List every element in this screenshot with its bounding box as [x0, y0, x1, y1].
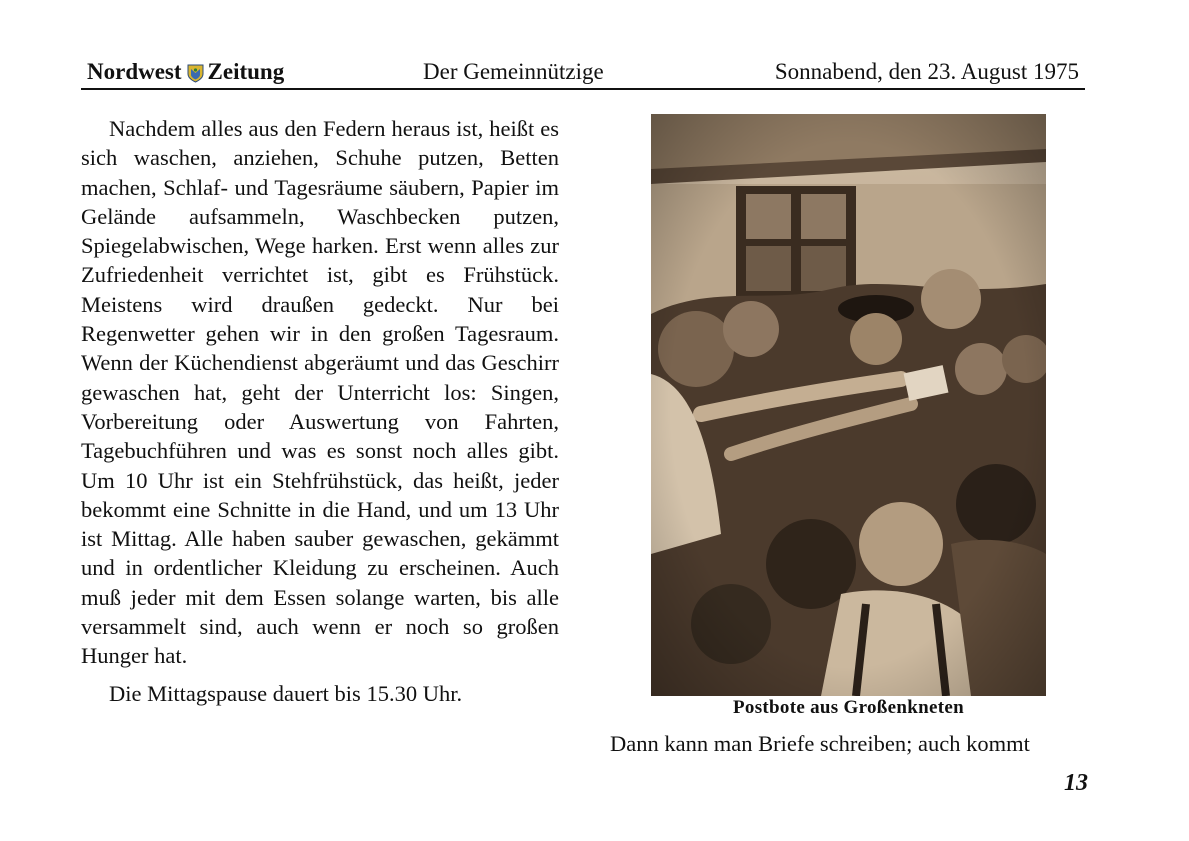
historical-photo: [651, 114, 1046, 696]
article-column: [81, 114, 559, 708]
article-paragraph-1: Nachdem alles aus den Federn heraus ist, heißt es sich waschen, anziehen, Schuhe putzen, Betten machen, Schlaf- und Tagesräume säubern, Papier im Gelände aufsammeln, Waschbecken putzen, Spiegelabwischen, Wege harken. Erst wenn alles zur Zufriedenheit verrichtet ist, gibt es Frühstück. Meistens wird draußen gedeckt. Nur bei Regenwetter gehen wir in den großen Tagesraum. Wenn der Küchendienst abgeräumt und das Geschirr gewaschen hat, geht der Unterricht los: Singen, Vorbereitung oder Auswertung von Fahrten, Tagebuchführen und was es sonst noch alles gibt. Um 10 Uhr ist ein Stehfrühstück, das heißt, jeder bekommt eine Schnitte in die Hand, und um 13 Uhr ist Mittag. Alle haben sauber gewaschen, gekämmt und in ordentlicher Kleidung zu erscheinen. Auch muß jeder mit dem Essen solange warten, bis alle versammelt sind, auch wenn er noch so großen Hunger hat.: [81, 116, 559, 669]
photo-illustration: [651, 114, 1046, 696]
brand-name-part2: Zeitung: [207, 59, 285, 84]
issue-date: Sonnabend, den 23. August 1975: [774, 59, 1079, 84]
coat-of-arms-icon: [187, 63, 204, 82]
photo-caption: Postbote aus Großenkneten: [733, 697, 964, 718]
page-number: 13: [1064, 770, 1088, 796]
masthead: [81, 56, 1085, 90]
continuation-text: Dann kann man Briefe schreiben; auch kommt: [610, 731, 1030, 756]
section-title: Der Gemeinnützige: [423, 59, 604, 84]
article-paragraph-2: Die Mittagspause dauert bis 15.30 Uhr.: [109, 680, 463, 706]
newspaper-brand: [87, 59, 284, 85]
brand-name-part1: Nordwest: [87, 59, 182, 84]
